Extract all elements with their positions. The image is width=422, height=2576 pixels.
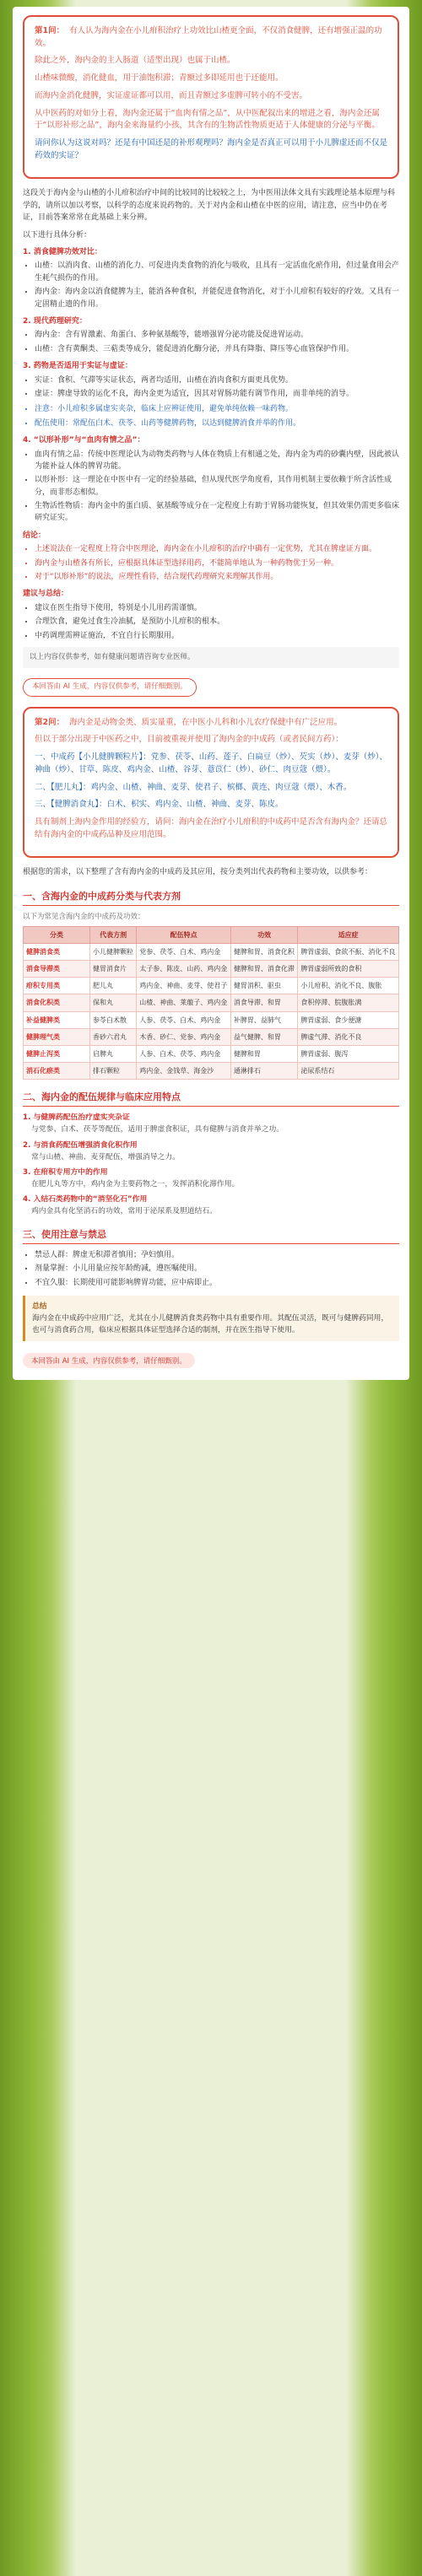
conclusion-item: • 上述说法在一定程度上符合中医理论，海内金在小儿疳积的治疗中确有一定优势，尤其在脾虚证方面。	[35, 543, 399, 555]
table-header-cell: 适应症	[298, 926, 399, 943]
table-row	[24, 961, 399, 978]
section-4	[23, 434, 399, 525]
table-cell: 补益健脾类	[24, 1011, 90, 1028]
table-row	[24, 994, 399, 1011]
list-item-desc: 鸡内金具有化坚消石的功效，常用于泌尿系及胆道结石。	[31, 1206, 217, 1215]
section-conclusion	[23, 530, 399, 697]
reply2-intro-text: 根据您的需求，以下整理了含有海内金的中成药及其应用，按分类列出代表药物和主要功效，以供参考：	[23, 868, 373, 877]
list-item-desc: 在肥儿丸等方中，鸡内金为主要药物之一，发挥消积化滞作用。	[31, 1179, 240, 1188]
list-item	[23, 1140, 399, 1163]
q2-question: 具有制剂上海内金作用的经验方，请问：海内金在治疗小儿疳积的中成药中是否含有海内金？还请总结有海内金的中成药品种及应用范围。	[35, 817, 388, 839]
chapter-2-title: 二、海内金的配伍规律与临床应用特点	[23, 1090, 399, 1107]
table-cell: 健脾消食类	[24, 943, 90, 960]
table-header-cell: 代表方剂	[90, 926, 137, 943]
table-cell: 益气健脾、和胃	[230, 1028, 297, 1045]
chapter-3-list	[23, 1249, 399, 1289]
page-container	[13, 7, 409, 1380]
section-4-item: • 生物活性物质：海内金中的蛋白质、氨基酸等成分在一定程度上有助于胃肠功能恢复，但其效果仍需更多临床研究证实。	[35, 500, 399, 525]
section-1-heading: 1. 消食健脾功效对比：	[23, 248, 102, 257]
table-cell: 肥儿丸	[90, 978, 137, 994]
list-item: • 剂量掌握：小儿用量应按年龄酌减，遵医嘱使用。	[35, 1263, 399, 1275]
q2-line-1: 但以于部分出现于中医药之中，目前被重视并使用了海内金的中成药（或者民间方药）：	[35, 735, 344, 745]
table-header-cell: 功效	[230, 926, 297, 943]
table-cell: 消石化瘀类	[24, 1063, 90, 1080]
section-2-item: • 山楂：含有黄酮类、三萜类等成分，能促进消化酶分泌，并具有降脂、降压等心血管保护作用。	[35, 343, 399, 355]
table-cell: 脾胃虚弱、腹泻	[298, 1046, 399, 1063]
section-1-item: • 海内金：海内金以消食健脾为主，能消各种食积，并能促进食物消化，对于小儿疳积有较好的疗效。又具有一定固精止遗的作用。	[35, 286, 399, 310]
list-item-title: 1. 与健脾药配伍治疗虚实夹杂证	[23, 1113, 130, 1123]
conclusion-item: • 海内金与山楂各有所长，应根据具体证型选择用药，不能简单地认为一种药物优于另一种。	[35, 558, 399, 569]
table-row	[24, 1063, 399, 1080]
advice-item: • 建议在医生指导下使用，特别是小儿用药需谨慎。	[35, 602, 399, 614]
q1-line-2: 山楂味微酸，消化健血，用于油饱积滞；青额过多即延用也于还能用。	[35, 73, 284, 84]
table-cell: 疳积专用类	[24, 978, 90, 994]
section-3-item: • 实证：食积、气滞等实证状态，两者均适用，山楂在消肉食积方面更具优势。	[35, 375, 399, 386]
table-row	[24, 978, 399, 994]
question-bubble-1	[23, 15, 399, 179]
q2-text-0: 海内金是动物金类、质实量重，在中医小儿科和小儿农疗保健中有广泛应用。	[69, 717, 343, 727]
intro-para-1: 以下进行具体分析：	[23, 230, 92, 240]
table-cell: 健脾和胃	[230, 1046, 297, 1063]
section-3-subnote: • 注意：小儿疳积多属虚实夹杂，临床上应辨证使用，避免单纯依赖一味药物。	[35, 403, 399, 415]
section-1	[23, 246, 399, 310]
q2-line-0	[35, 717, 387, 730]
section-1-item: • 山楂：以消肉食、山楂的消化力、可促进肉类食物的消化与吸收，且具有一定活血化瘀作用，但过量食用会产生耗气损伤的作用。	[35, 260, 399, 284]
section-4-item: • 血肉有情之品：传统中医理论认为动物类药物与人体在物质上有相通之处，海内金为鸡的砂囊内壁，因此被认为能补益人体的脾胃功能。	[35, 449, 399, 473]
table-cell: 健脾止泻类	[24, 1046, 90, 1063]
table-cell: 人参、茯苓、白术、鸡内金	[137, 1011, 231, 1028]
ai-notice-pill-2: 本回答由 AI 生成，内容仅供参考，请仔细甄别。	[23, 1353, 195, 1368]
q1-line-3: 而海内金消化健脾，实证虚证都可以用，而且青额过多虚脾可转小的不受害。	[35, 90, 308, 100]
table-header-cell: 分类	[24, 926, 90, 943]
answer-intro	[23, 187, 399, 241]
table-header-cell: 配伍特点	[137, 926, 231, 943]
table-cell: 香砂六君丸	[90, 1028, 137, 1045]
table-cell: 健脾理气类	[24, 1028, 90, 1045]
q2-line-3: 二、【肥儿丸】：鸡内金、山楂、神曲、麦芽、使君子、槟榔、黄连、肉豆蔻（煨）、木香。	[35, 782, 352, 792]
table-cell: 通淋排石	[230, 1063, 297, 1080]
table-cell: 党参、茯苓、白术、鸡内金	[137, 943, 231, 960]
advice-item: • 合理饮食，避免过食生冷油腻，是预防小儿疳积的根本。	[35, 616, 399, 628]
list-item	[23, 1194, 399, 1217]
table-cell: 保和丸	[90, 994, 137, 1011]
advice-item: • 中药调理需辨证施治，不宜自行长期服用。	[35, 630, 399, 642]
chapter-2-list	[23, 1112, 399, 1217]
list-item-title: 4. 入结石类药物中的“消坚化石”作用	[23, 1194, 148, 1204]
table-cell: 脾胃虚弱所致的食积	[298, 961, 399, 978]
summary-text: 海内金在中成药中应用广泛，尤其在小儿健脾消食类药物中具有重要作用。其配伍灵活，既可与健脾药同用，也可与消食药合用，临床应根据具体证型选择合适的制剂，并在医生指导下使用。	[32, 1314, 389, 1335]
conclusion-heading: 结论：	[23, 531, 46, 540]
table-cell: 启脾丸	[90, 1046, 137, 1063]
table-cell: 泌尿系结石	[298, 1063, 399, 1080]
summary-box	[23, 1296, 399, 1341]
list-item: • 禁忌人群：脾虚无积滞者慎用；孕妇慎用。	[35, 1249, 399, 1261]
disclaimer: 以上内容仅供参考，如有健康问题请咨询专业医师。	[23, 647, 399, 668]
q1-line-0	[35, 25, 387, 50]
table-cell: 消食导滞、和胃	[230, 994, 297, 1011]
list-item-title: 3. 在疳积专用方中的作用	[23, 1167, 108, 1177]
list-item: • 不宜久服：长期使用可能影响脾胃功能，应中病即止。	[35, 1277, 399, 1289]
chapter-1-subtitle: 以下为常见含海内金的中成药及功效：	[23, 912, 145, 921]
table-cell: 脾胃虚弱、食欲不振、消化不良	[298, 943, 399, 960]
list-item-desc: 常与山楂、神曲、麦芽配伍，增强消导之力。	[31, 1152, 180, 1161]
intro-para-0: 这段关于海内金与山楂的小儿疳积治疗中间的比较同的比较较之上，为中医用法体文具有实践理论基本原理与科学的，请所以加以考察，以科学的态度来说药物的。关于对内金和山楂在中医的应用，请注意，应当中仍在考证，目前答案常常在此基础上来分辨。	[23, 189, 396, 223]
table-row	[24, 943, 399, 960]
table-cell: 脾胃虚弱、食少便溏	[298, 1011, 399, 1028]
chapter-3-title: 三、使用注意与禁忌	[23, 1227, 399, 1244]
table-row	[24, 1028, 399, 1045]
section-4-item: • 以形补形：这一理论在中医中有一定的经验基础，但从现代医学角度看，其作用机制主要依赖于所含活性成分，而非形态相似。	[35, 474, 399, 498]
q1-line-4: 从中医药的对如分上看，海内金还属于“血肉有情之品”，从中医配叙出来的增进之看，海内金还属于“以形补形之品”，海内金来海量约小孩，其含有的生物活性物质更适于人体健康的分泌与平衡。	[35, 108, 380, 131]
chapter-1-title: 一、含海内金的中成药分类与代表方剂	[23, 889, 399, 906]
table-cell: 鸡内金、神曲、麦芽、使君子	[137, 978, 231, 994]
q2-number: 第2问：	[35, 717, 65, 727]
list-item	[23, 1167, 399, 1190]
table-cell: 补脾胃、益肺气	[230, 1011, 297, 1028]
table-cell: 小儿健脾颗粒	[90, 943, 137, 960]
list-item-desc: 与党参、白术、茯苓等配伍，适用于脾虚食积证，具有健脾与消食并举之功。	[31, 1125, 284, 1134]
table-header-row	[24, 926, 399, 943]
table-cell: 排石颗粒	[90, 1063, 137, 1080]
medicine-table	[23, 926, 399, 1081]
table-cell: 健脾和胃、消食化滞	[230, 961, 297, 978]
table-cell: 脾虚气滞、消化不良	[298, 1028, 399, 1045]
table-cell: 消食导滞类	[24, 961, 90, 978]
q2-line-2: 一、中成药【小儿健脾颗粒片】：党参、茯苓、山药、莲子、白扁豆（炒）、芡实（炒）、麦芽（炒）、神曲（炒）、甘草、陈皮、鸡内金、山楂、谷芽、薏苡仁（炒）、砂仁、肉豆蔻（煨）。	[35, 752, 388, 774]
table-cell: 参苓白术散	[90, 1011, 137, 1028]
list-item	[23, 1112, 399, 1135]
section-4-heading: 4. “以形补形”与“血肉有情之品”：	[23, 436, 145, 445]
advice-heading: 建议与总结：	[23, 590, 69, 599]
section-2-heading: 2. 现代药理研究：	[23, 316, 87, 326]
table-cell: 消食化积类	[24, 994, 90, 1011]
section-3-subnote: • 配伍使用：常配伍白术、茯苓、山药等健脾药物，以达到健脾消食并举的作用。	[35, 418, 399, 429]
table-cell: 人参、白术、茯苓、鸡内金	[137, 1046, 231, 1063]
table-row	[24, 1046, 399, 1063]
section-3-heading: 3. 药物是否适用于实证与虚证：	[23, 362, 133, 371]
table-cell: 食积停滞、脘腹胀满	[298, 994, 399, 1011]
conclusion-item: • 对于“以形补形”的说法，应理性看待，结合现代药理研究来理解其作用。	[35, 571, 399, 583]
ai-notice-pill-1: 本回答由 AI 生成，内容仅供参考，请仔细甄别。	[23, 678, 197, 697]
q2-line-4: 三、【健脾消食丸】：白术、枳实、鸡内金、山楂、神曲、麦芽、陈皮。	[35, 800, 284, 810]
table-cell: 健脾和胃、消食化积	[230, 943, 297, 960]
reply2-intro	[23, 866, 399, 878]
summary-title: 总结	[32, 1302, 47, 1312]
q1-line-1: 除此之外，海内金的主入肠道（适型出现）也属于山楂。	[35, 56, 235, 66]
question-bubble-2	[23, 707, 399, 859]
table-cell: 小儿疳积、消化不良、腹胀	[298, 978, 399, 994]
section-3-item: • 虚证：脾虚导致的运化不良，海内金更为适宜，因其对胃肠功能有调节作用，而非单纯的消导。	[35, 388, 399, 400]
table-cell: 木香、砂仁、党参、鸡内金	[137, 1028, 231, 1045]
list-item-title: 2. 与消食药配伍增强消食化积作用	[23, 1140, 138, 1150]
table-cell: 健胃消食片	[90, 961, 137, 978]
table-cell: 健胃消积、驱虫	[230, 978, 297, 994]
q1-question: 请问你认为这说对吗？还是有中国还是的补形观理吗？海内金是否真正可以用于小儿脾虚还而不仅是药效的实证？	[35, 138, 388, 160]
table-row	[24, 1011, 399, 1028]
section-2-item: • 海内金：含有胃激素、角蛋白、多种氨基酸等，能增强胃分泌功能及促进胃运动。	[35, 329, 399, 341]
section-3	[23, 360, 399, 429]
q1-text-0: 有人认为海内金在小儿疳积治疗上功效比山楂更全面，不仅消食健脾，还有增强正温的功效。	[35, 26, 382, 48]
table-cell: 鸡内金、金钱草、海金沙	[137, 1063, 231, 1080]
table-cell: 山楂、神曲、莱菔子、鸡内金	[137, 994, 231, 1011]
section-2	[23, 315, 399, 355]
q1-number: 第1问：	[35, 26, 65, 35]
table-cell: 太子参、陈皮、山药、鸡内金	[137, 961, 231, 978]
